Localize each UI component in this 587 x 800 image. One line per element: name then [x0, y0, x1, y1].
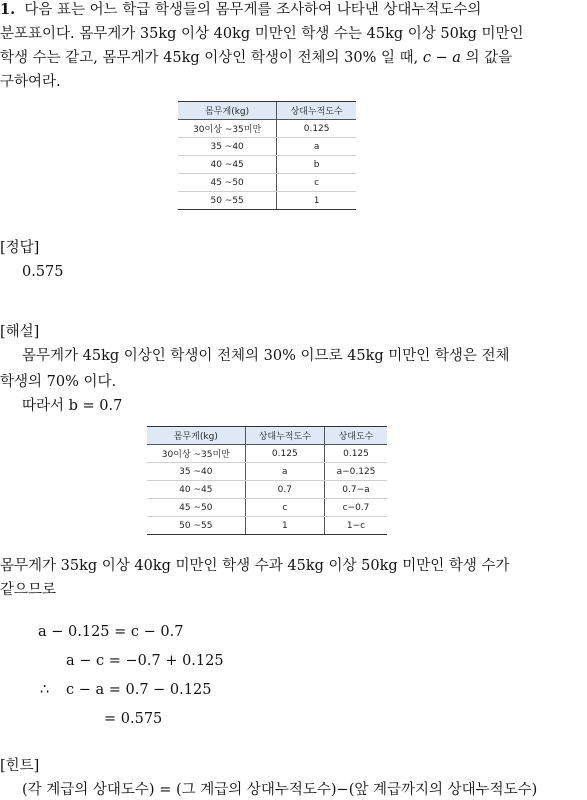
- table-cell: a: [277, 138, 356, 156]
- table-header-cell: 몸무게(kg): [147, 427, 245, 445]
- table-cell: b: [277, 156, 356, 174]
- table-cell: a−0.125: [324, 463, 387, 481]
- table-cell: 0.125: [245, 445, 324, 463]
- table-cell: 50 ~55: [147, 517, 245, 535]
- table-row: [178, 192, 356, 210]
- equation-1: a − 0.125 = c − 0.7: [38, 624, 184, 640]
- table-row: [147, 463, 387, 481]
- table-cell: 35 ~40: [178, 138, 277, 156]
- hint-label: [힌트]: [0, 758, 40, 774]
- table-row: [178, 156, 356, 174]
- table-cell: 45 ~50: [178, 174, 277, 192]
- table-header-cell: 상대누적도수: [245, 427, 324, 445]
- table-header-row: [178, 102, 356, 120]
- problem-text-1: 다음 표는 어느 학급 학생들의 몸무게를 조사하여 나타낸 상대누적도수의: [24, 2, 482, 18]
- answer-value: 0.575: [22, 264, 64, 280]
- answer-label: [정답]: [0, 240, 40, 256]
- table-cell: 0.125: [277, 120, 356, 138]
- explanation-label: [해설]: [0, 324, 40, 340]
- table-row: [147, 481, 387, 499]
- table-cell: 1−c: [324, 517, 387, 535]
- therefore-symbol: ∴: [40, 682, 50, 698]
- problem-line-2: 분포표이다. 몸무게가 35kg 이상 40kg 미만인 학생 수는 45kg 이상 50kg 미만인: [0, 26, 524, 42]
- problem-text-3a: 학생 수는 같고, 몸무게가 45kg 이상인 학생이 전체의 30% 일 때,: [0, 50, 423, 66]
- table-header-cell: 상대도수: [324, 427, 387, 445]
- problem-line-3: [0, 48, 512, 68]
- equation-3: c − a = 0.7 − 0.125: [66, 682, 212, 698]
- explanation-line-1: 몸무게가 45kg 이상인 학생이 전체의 30% 이므로 45kg 미만인 학생은 전체: [22, 348, 510, 364]
- table-cell: 0.7−a: [324, 481, 387, 499]
- explanation-line-2: 학생의 70% 이다.: [0, 374, 117, 390]
- table-row: [178, 120, 356, 138]
- table-cell: c: [245, 499, 324, 517]
- problem-math-c-minus-a: c − a: [422, 50, 461, 66]
- equation-4: = 0.575: [104, 711, 163, 727]
- table-cell: a: [245, 463, 324, 481]
- table-cell: 40 ~45: [147, 481, 245, 499]
- problem-line-4: 구하여라.: [0, 74, 61, 90]
- table-cell: c−0.7: [324, 499, 387, 517]
- table-cell: c: [277, 174, 356, 192]
- problem-text-3b: 의 값을: [460, 50, 513, 66]
- hint-text: (각 계급의 상대도수) = (그 계급의 상대누적도수)−(앞 계급까지의 상대누적도수): [22, 782, 538, 798]
- table-cell: 1: [277, 192, 356, 210]
- table-cell: 40 ~45: [178, 156, 277, 174]
- table-cell: 0.7: [245, 481, 324, 499]
- table-row: [147, 499, 387, 517]
- table-cell: 50 ~55: [178, 192, 277, 210]
- table-cell: 30이상 ~35미만: [147, 445, 245, 463]
- explanation-line-3: 따라서 b = 0.7: [22, 398, 123, 414]
- problem-line-1: [0, 0, 481, 20]
- text2-line-1: 몸무게가 35kg 이상 40kg 미만인 학생 수과 45kg 이상 50kg 미만인 학생 수가: [0, 558, 510, 574]
- table-row: [178, 174, 356, 192]
- table-cell: 45 ~50: [147, 499, 245, 517]
- table-header-cell: 몸무게(kg): [178, 102, 277, 120]
- relative-frequency-table: [147, 426, 387, 535]
- table-row: [147, 517, 387, 535]
- text2-line-2: 같으므로: [0, 582, 57, 598]
- table-row: [178, 138, 356, 156]
- table-cell: 0.125: [324, 445, 387, 463]
- table-header-cell: 상대누적도수: [277, 102, 356, 120]
- table-cell: 35 ~40: [147, 463, 245, 481]
- table-cell: 1: [245, 517, 324, 535]
- table-cell: 30이상 ~35미만: [178, 120, 277, 138]
- problem-number: 1.: [0, 1, 16, 18]
- table-row: [147, 445, 387, 463]
- table-header-row: [147, 427, 387, 445]
- equation-2: a − c = −0.7 + 0.125: [66, 653, 224, 669]
- frequency-table: [178, 101, 356, 210]
